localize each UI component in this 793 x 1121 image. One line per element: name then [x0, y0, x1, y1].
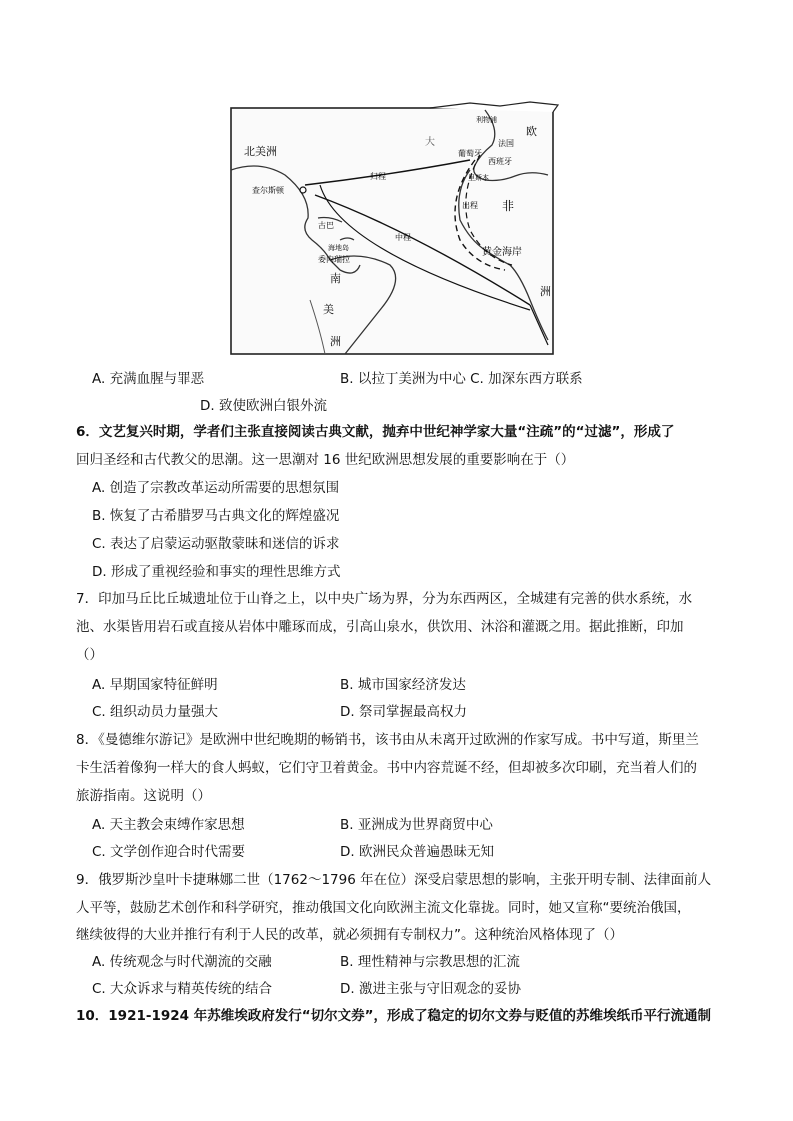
q8-line-1: 8．《曼德维尔游记》是欧洲中世纪晚期的畅销书，该书由从未离开过欧洲的作家写成。书中写道，斯里兰: [76, 732, 699, 748]
q5-option-bc: B. 以拉丁美洲为中心 C. 加深东西方联系: [340, 371, 583, 387]
q8-line-2: 卡生活着像狗一样大的食人蚂蚁，它们守卫着黄金。书中内容荒诞不经，但却被多次印刷，充当着人们的: [76, 760, 697, 776]
label-africa: 非: [502, 199, 515, 213]
q8-option-c: C. 文学创作迎合时代需要: [92, 844, 246, 860]
label-europe: 欧: [526, 125, 537, 138]
q6-option-b: B. 恢复了古希腊罗马古典文化的辉煌盛况: [92, 508, 340, 524]
q8-line-3: 旅游指南。这说明（）: [76, 788, 211, 804]
label-venezuela: 委内瑞拉: [318, 255, 350, 264]
q6-line-2: 回归圣经和古代教父的思潮。这一思潮对 16 世纪欧洲思想发展的重要影响在于（）: [76, 452, 575, 468]
label-haiti: 海地岛: [328, 244, 349, 252]
label-route-return: 归程: [370, 172, 386, 181]
q10-line-1: 10．1921-1924 年苏维埃政府发行“切尔文券”，形成了稳定的切尔文券与贬值的苏维埃纸币平行流通制: [76, 1008, 711, 1024]
label-south-america-2: 美: [323, 303, 334, 316]
label-spain: 西班牙: [488, 157, 512, 166]
q7-option-d: D. 祭司掌握最高权力: [340, 704, 467, 720]
triangular-trade-map: [230, 100, 560, 355]
q6-line-1: 6．文艺复兴时期，学者们主张直接阅读古典文献，抛弃中世纪神学家大量“注疏”的“过滤”，形成了: [76, 424, 675, 440]
q7-line-3: （）: [76, 647, 103, 663]
q9-option-a: A. 传统观念与时代潮流的交融: [92, 954, 272, 970]
label-route-outbound: 出程: [462, 201, 478, 210]
charleston-marker: [300, 187, 306, 193]
label-south-america-3: 洲: [330, 335, 341, 348]
q6-option-c: C. 表达了启蒙运动驱散蒙昧和迷信的诉求: [92, 536, 340, 552]
label-lisbon: 里斯本: [468, 174, 489, 182]
label-gold-coast: 黄金海岸: [482, 247, 522, 258]
q7-line-2: 池、水渠皆用岩石或直接从岩体中雕琢而成，引高山泉水，供饮用、沐浴和灌溉之用。据此推断，印加: [76, 619, 684, 635]
q6-option-a: A. 创造了宗教改革运动所需要的思想氛围: [92, 480, 340, 496]
q7-option-b: B. 城市国家经济发达: [340, 677, 466, 693]
q9-option-b: B. 理性精神与宗教思想的汇流: [340, 954, 520, 970]
q5-option-d: D. 致使欧洲白银外流: [200, 398, 327, 414]
q9-option-d: D. 激进主张与守旧观念的妥协: [340, 981, 521, 997]
label-portugal: 葡萄牙: [458, 149, 482, 158]
q5-option-a: A. 充满血腥与罪恶: [92, 371, 205, 387]
label-liverpool: 利物浦: [476, 116, 497, 124]
label-ocean: 大: [425, 137, 435, 148]
q8-option-b: B. 亚洲成为世界商贸中心: [340, 817, 493, 833]
q9-line-1: 9．俄罗斯沙皇叶卡捷琳娜二世（1762～1796 年在位）深受启蒙思想的影响，主张开明专制、法律面前人: [76, 872, 712, 888]
label-charleston: 查尔斯顿: [252, 186, 284, 195]
q7-option-c: C. 组织动员力量强大: [92, 704, 219, 720]
label-south-america-1: 南: [330, 272, 341, 285]
q9-line-3: 继续彼得的大业并推行有利于人民的改革，就必须拥有专制权力”。这种统治风格体现了（）: [76, 927, 623, 943]
q9-option-c: C. 大众诉求与精英传统的结合: [92, 981, 273, 997]
label-france: 法国: [498, 139, 514, 148]
label-north-america: 北美洲: [244, 145, 277, 158]
label-africa-2: 洲: [540, 285, 551, 298]
q8-option-a: A. 天主教会束缚作家思想: [92, 817, 245, 833]
label-cuba: 古巴: [318, 221, 334, 230]
q7-option-a: A. 早期国家特征鲜明: [92, 677, 218, 693]
q9-line-2: 人平等，鼓励艺术创作和科学研究，推动俄国文化向欧洲主流文化靠拢。同时，她又宣称“要统治俄国，: [76, 900, 691, 916]
q7-line-1: 7．印加马丘比丘城遗址位于山脊之上，以中央广场为界，分为东西两区，全城建有完善的供水系统，水: [76, 591, 693, 607]
q8-option-d: D. 欧洲民众普遍愚昧无知: [340, 844, 494, 860]
q6-option-d: D. 形成了重视经验和事实的理性思维方式: [92, 564, 341, 580]
label-route-middle: 中程: [395, 233, 411, 242]
